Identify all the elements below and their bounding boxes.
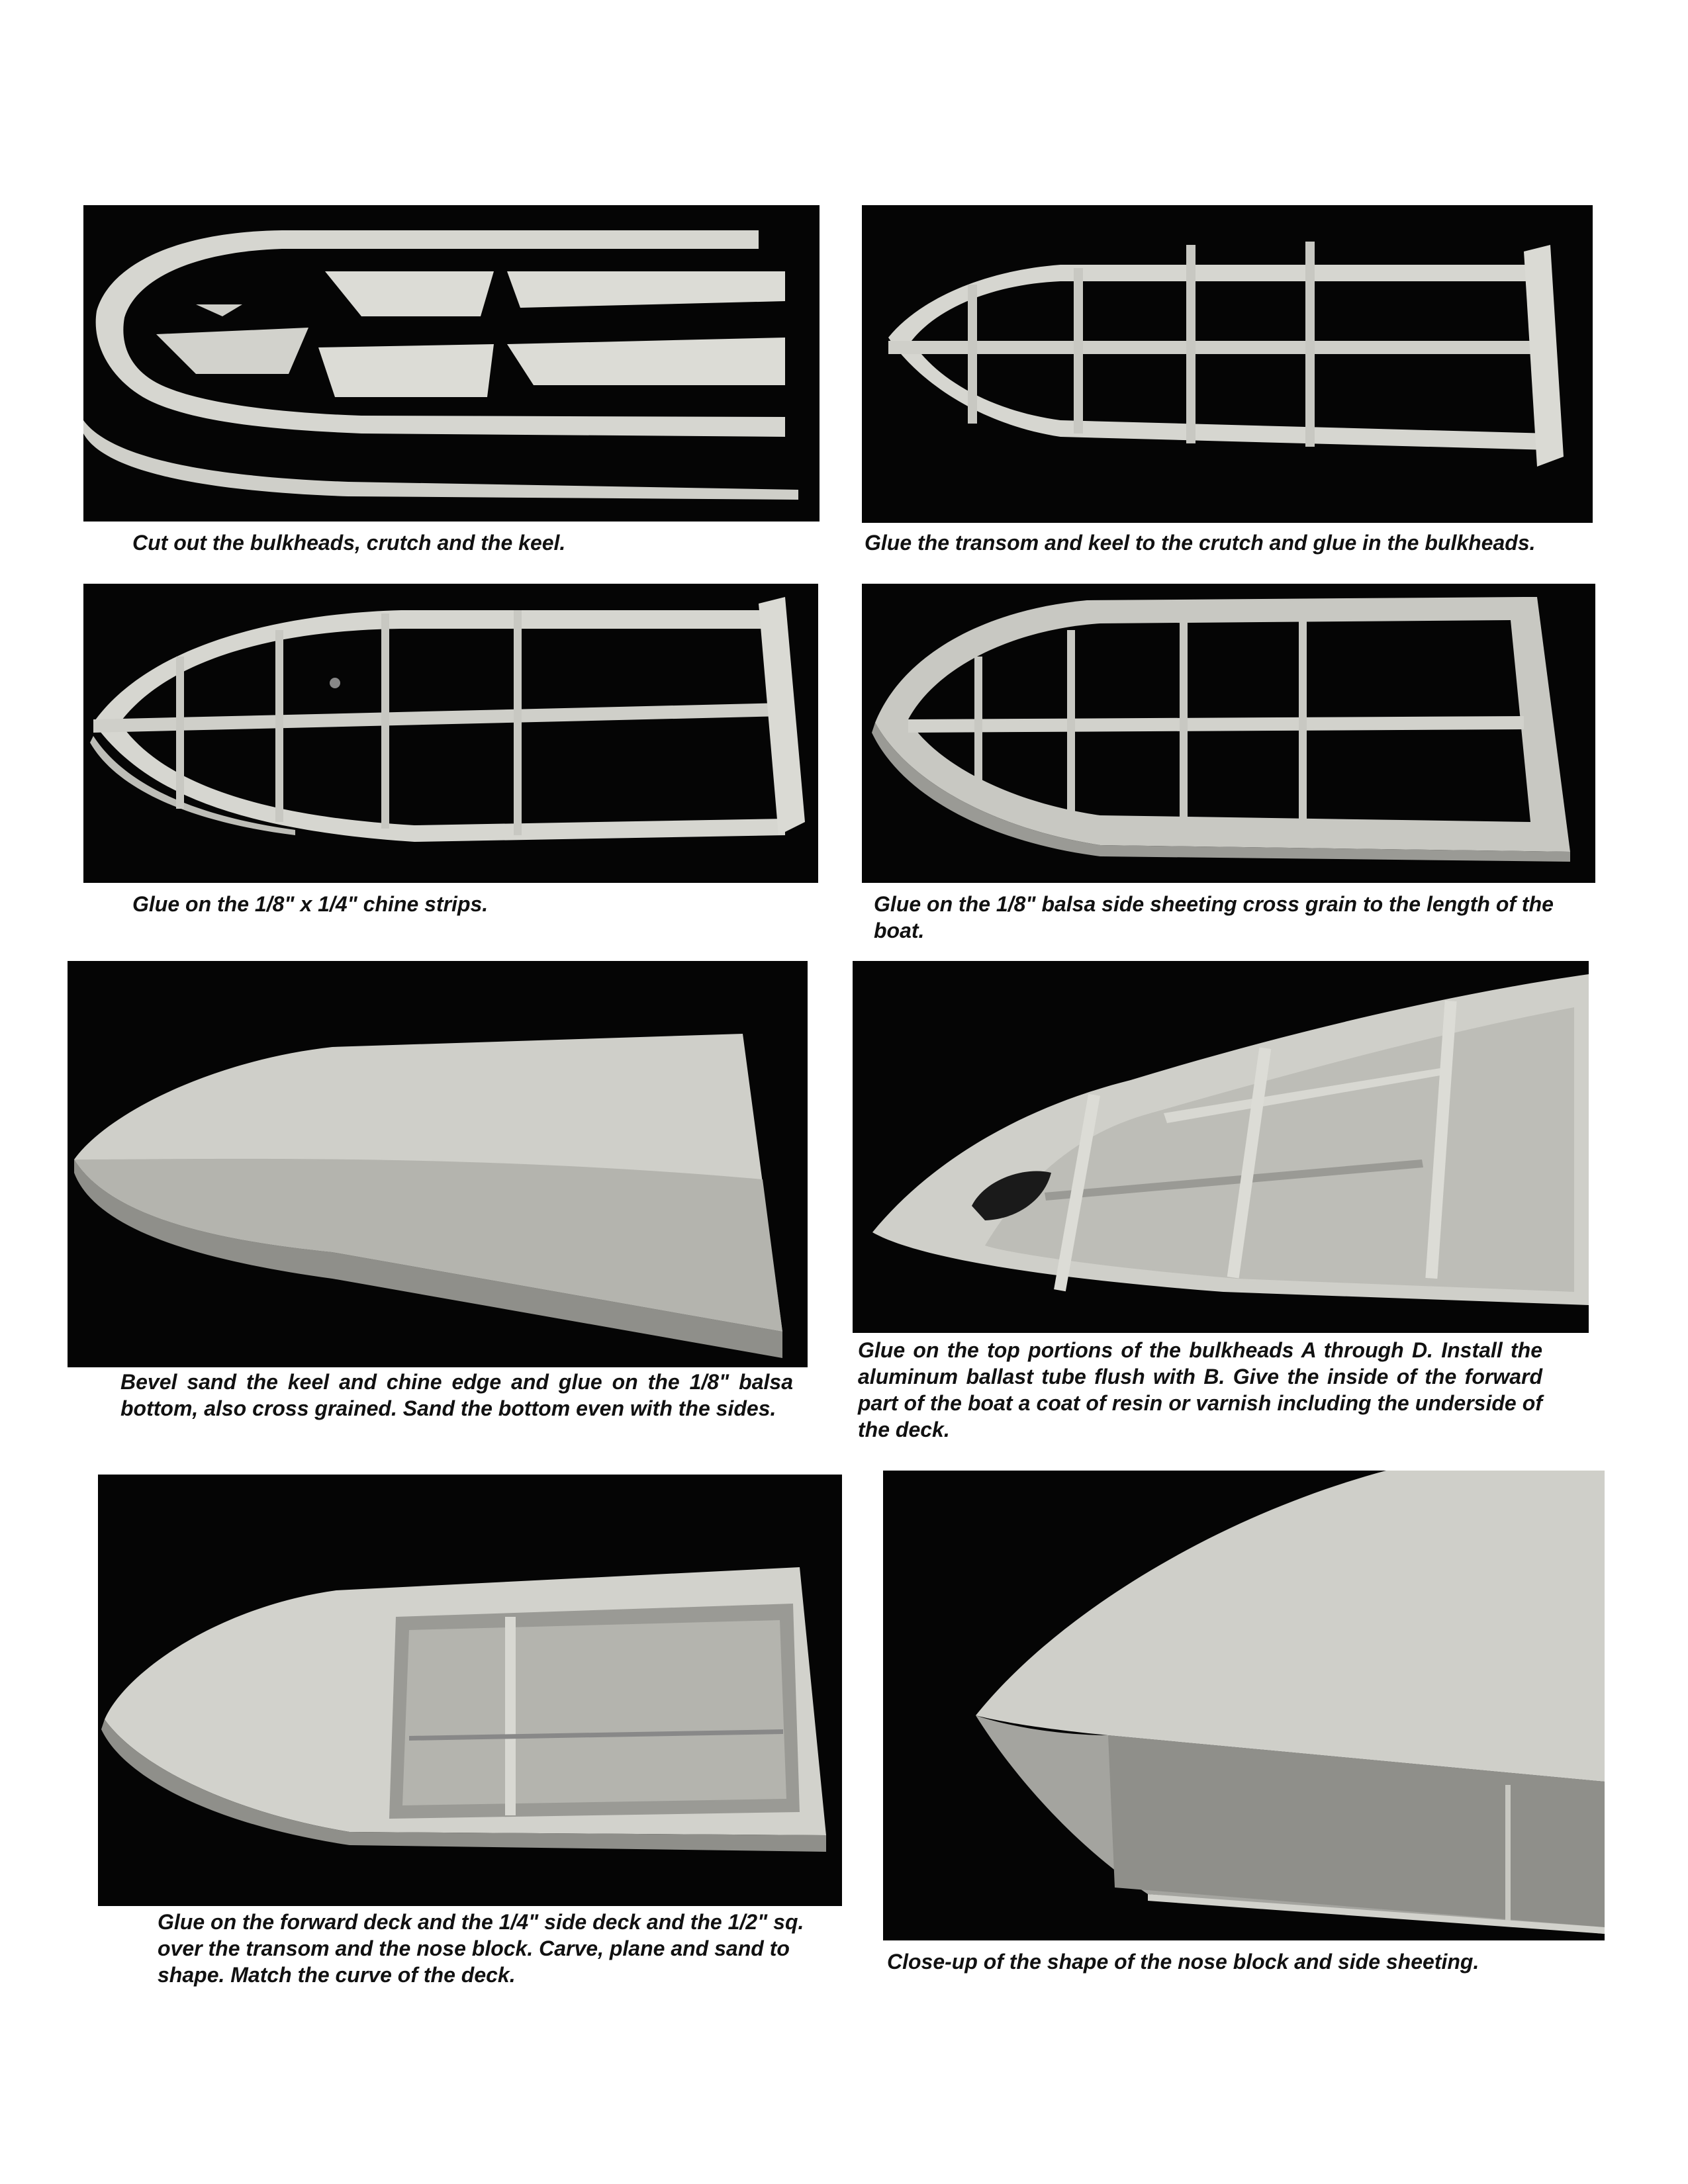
caption-fig8: Close-up of the shape of the nose block and side sheeting. [887,1950,1479,1974]
photo-frame-assembly [862,205,1593,523]
caption-fig1: Cut out the bulkheads, crutch and the keel. [132,531,566,555]
photo-ballast-tube [853,961,1589,1333]
bulkheads-parts-photo-icon [83,205,820,522]
caption-fig7: Glue on the forward deck and the 1/4" side deck and the 1/2" sq. over the transom and the nose block. Carve, plane and sand to shape. Match the curve of the deck. [158,1910,804,1987]
caption-fig6: Glue on the top portions of the bulkheads A through D. Install the aluminum ballast tube flush with B. Give the inside of the forward part of the boat a coat of resin or varnish including the underside of the deck. [858,1338,1542,1441]
forward-deck-photo-icon [98,1475,842,1906]
caption-fig3: Glue on the 1/8" x 1/4" chine strips. [132,892,489,916]
hull-bottom-photo-icon [68,961,808,1367]
photo-chine-strips [83,584,818,883]
side-sheeting-photo-icon [862,584,1595,883]
chine-strips-photo-icon [83,584,818,883]
photo-bulkheads-parts [83,205,820,522]
photo-nose-block-closeup [883,1471,1605,1940]
photo-forward-deck [98,1475,842,1906]
caption-fig5: Bevel sand the keel and chine edge and glue on the 1/8" balsa bottom, also cross grained. Sand the bottom even with the sides. [120,1370,793,1420]
photo-side-sheeting [862,584,1595,883]
ballast-tube-photo-icon [853,961,1589,1333]
caption-fig2: Glue the transom and keel to the crutch and glue in the bulkheads. [865,531,1536,555]
nose-block-closeup-photo-icon [883,1471,1605,1940]
frame-assembly-photo-icon [862,205,1593,523]
photo-hull-bottom [68,961,808,1367]
caption-fig4: Glue on the 1/8" balsa side sheeting cross grain to the length of the boat. [874,892,1554,942]
